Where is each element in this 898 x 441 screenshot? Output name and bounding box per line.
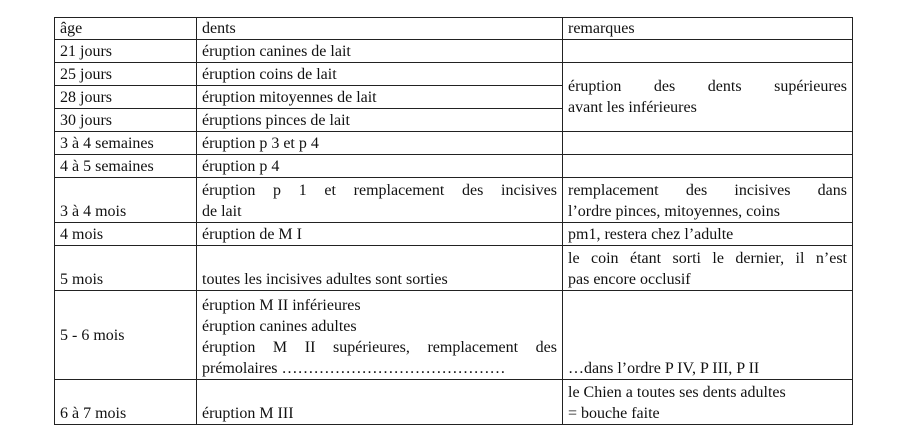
merged-remarks-line-1: éruption des dents supérieures bbox=[568, 78, 847, 95]
table-row bbox=[55, 40, 853, 63]
cell-age: 5 mois bbox=[55, 246, 197, 291]
cell-teeth: éruption p 3 et p 4 bbox=[197, 132, 563, 155]
cell-remarks bbox=[563, 40, 853, 63]
header-age: âge bbox=[55, 18, 197, 40]
header-remarks: remarques bbox=[563, 18, 853, 40]
cell-age: 25 jours bbox=[55, 63, 197, 86]
cell-remarks bbox=[563, 380, 853, 425]
teeth-line-4: prémolaires …………………………………… bbox=[202, 360, 506, 377]
cell-remarks: …dans l’ordre P IV, P III, P II bbox=[563, 291, 853, 380]
cell-teeth bbox=[197, 291, 563, 380]
cell-teeth: éruption mitoyennes de lait bbox=[197, 86, 563, 109]
table-row bbox=[55, 132, 853, 155]
cell-remarks bbox=[563, 246, 853, 291]
header-teeth: dents bbox=[197, 18, 563, 40]
remarks-line-1: le coin étant sorti le dernier, il n’est bbox=[568, 250, 847, 267]
cell-age: 3 à 4 mois bbox=[55, 178, 197, 223]
teeth-line-1: éruption p 1 et remplacement des incisives bbox=[202, 182, 557, 199]
dental-eruption-table bbox=[54, 17, 853, 425]
table-row bbox=[55, 155, 853, 178]
cell-teeth: éruption de M I bbox=[197, 223, 563, 246]
cell-teeth: éruptions pinces de lait bbox=[197, 109, 563, 132]
cell-teeth: éruption canines de lait bbox=[197, 40, 563, 63]
cell-age: 21 jours bbox=[55, 40, 197, 63]
cell-remarks bbox=[563, 178, 853, 223]
remarks-line-1: le Chien a toutes ses dents adultes bbox=[568, 384, 786, 401]
cell-teeth: éruption p 4 bbox=[197, 155, 563, 178]
table-row bbox=[55, 380, 853, 425]
table-row bbox=[55, 178, 853, 223]
cell-teeth: toutes les incisives adultes sont sorties bbox=[197, 246, 563, 291]
cell-remarks bbox=[563, 132, 853, 155]
cell-teeth: éruption coins de lait bbox=[197, 63, 563, 86]
remarks-line-1: remplacement des incisives dans bbox=[568, 182, 847, 199]
cell-remarks-merged bbox=[563, 63, 853, 132]
cell-teeth: éruption M III bbox=[197, 380, 563, 425]
cell-age: 4 à 5 semaines bbox=[55, 155, 197, 178]
teeth-line-2: de lait bbox=[202, 203, 242, 220]
table-row bbox=[55, 246, 853, 291]
merged-remarks-line-2: avant les inférieures bbox=[568, 99, 697, 116]
cell-age: 4 mois bbox=[55, 223, 197, 246]
cell-remarks bbox=[563, 155, 853, 178]
teeth-line-2: éruption canines adultes bbox=[202, 318, 357, 335]
remarks-line-2: l’ordre pinces, mitoyennes, coins bbox=[568, 203, 780, 220]
table-header-row bbox=[55, 18, 853, 40]
table-row bbox=[55, 63, 853, 86]
teeth-line-1: éruption M II inférieures bbox=[202, 297, 361, 314]
table-row bbox=[55, 223, 853, 246]
table-row bbox=[55, 291, 853, 380]
cell-teeth bbox=[197, 178, 563, 223]
cell-age: 5 - 6 mois bbox=[55, 291, 197, 380]
cell-age: 28 jours bbox=[55, 86, 197, 109]
cell-age: 3 à 4 semaines bbox=[55, 132, 197, 155]
teeth-line-3: éruption M II supérieures, remplacement des bbox=[202, 339, 557, 356]
cell-age: 6 à 7 mois bbox=[55, 380, 197, 425]
remarks-line-2: = bouche faite bbox=[568, 405, 660, 422]
remarks-line-2: pas encore occlusif bbox=[568, 271, 691, 288]
cell-remarks: pm1, restera chez l’adulte bbox=[563, 223, 853, 246]
cell-age: 30 jours bbox=[55, 109, 197, 132]
